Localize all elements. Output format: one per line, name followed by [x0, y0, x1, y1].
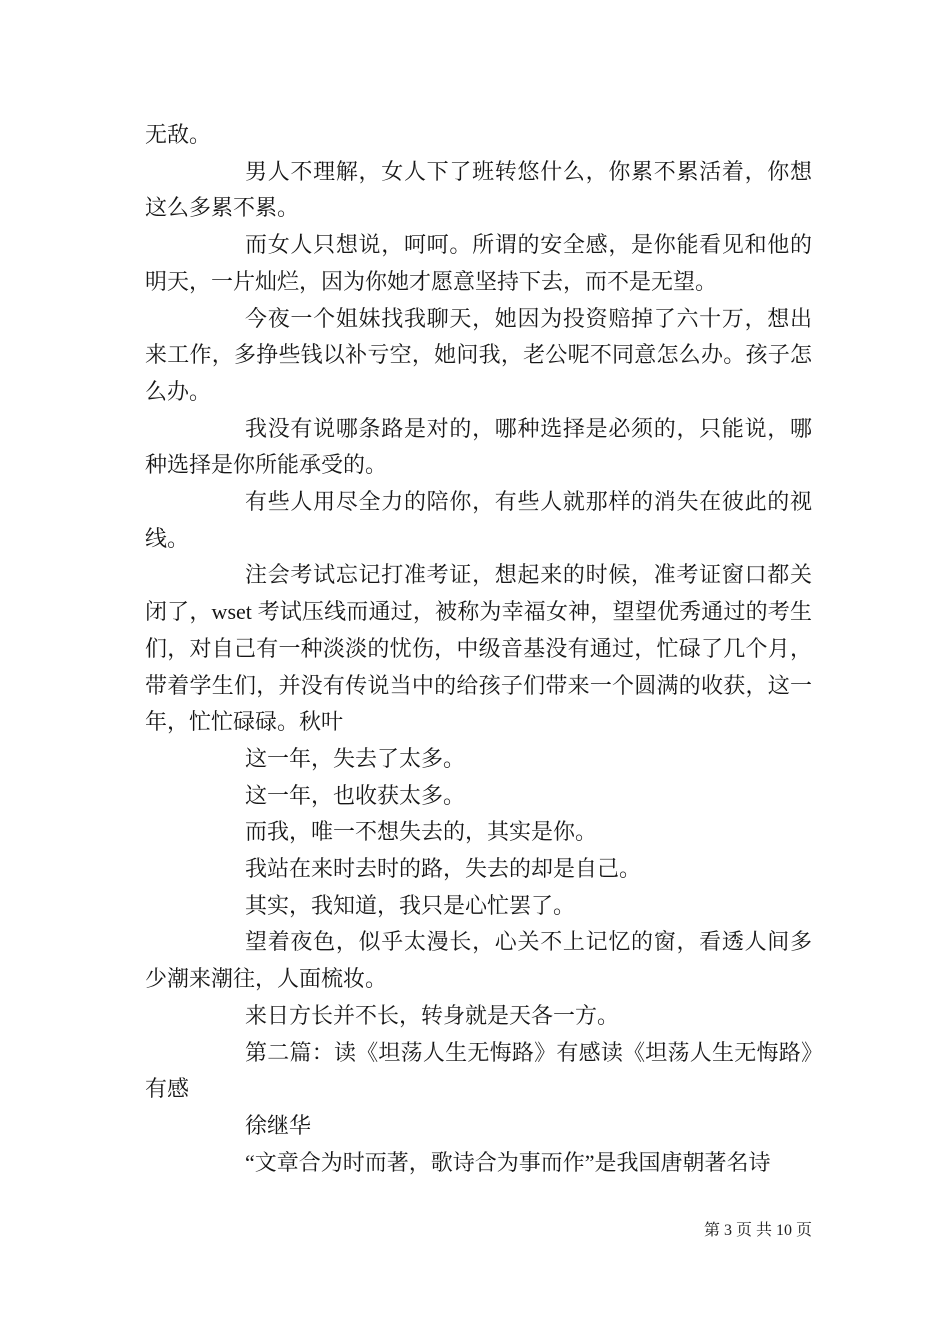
page-number-label: 第 3 页 共 10 页 [703, 1222, 812, 1239]
paragraph: 其实，我知道，我只是心忙罢了。 [245, 892, 576, 918]
paragraph: 徐继华 [245, 1112, 312, 1138]
paragraph: 这一年，失去了太多。 [245, 745, 466, 771]
paragraph: 望着夜色，似乎太漫长，心关不上记忆的窗，看透人间多少潮来潮往，人面梳妆。 [145, 929, 812, 992]
paragraph: 我没有说哪条路是对的，哪种选择是必须的，只能说，哪种选择是你所能承受的。 [145, 415, 812, 478]
paragraph: 今夜一个姐妹找我聊天，她因为投资赔掉了六十万，想出来工作，多挣些钱以补亏空，她问我，老公呢不同意怎么办。孩子怎么办。 [145, 305, 812, 404]
paragraph: 男人不理解，女人下了班转悠什么，你累不累活着，你想这么多累不累。 [145, 158, 812, 221]
paragraph: “文章合为时而著，歌诗合为事而作”是我国唐朝著名诗 [245, 1149, 771, 1175]
paragraph: 来日方长并不长，转身就是天各一方。 [245, 1002, 620, 1028]
paragraph: 第二篇：读《坦荡人生无悔路》有感读《坦荡人生无悔路》有感 [145, 1039, 812, 1102]
paragraph: 我站在来时去时的路，失去的却是自己。 [245, 856, 642, 882]
paragraph: 注会考试忘记打准考证，想起来的时候，准考证窗口都关闭了，wset 考试压线而通过，被称为幸福女神，望望优秀通过的考生们，对自己有一种淡淡的忧伤，中级音基没有通过，忙碌了几个月，带着学生们，并没有传说当中的给孩子们带来一个圆满的收获，这一年，忙忙碌碌。秋叶 [145, 562, 812, 735]
paragraph: 有些人用尽全力的陪你，有些人就那样的消失在彼此的视线。 [145, 489, 812, 551]
page-footer [688, 1198, 812, 1264]
paragraph: 无敌。 [145, 122, 212, 147]
paragraph: 而我，唯一不想失去的，其实是你。 [245, 819, 598, 845]
paragraph: 这一年，也收获太多。 [245, 782, 466, 808]
paragraph: 而女人只想说，呵呵。所谓的安全感，是你能看见和他的明天，一片灿烂，因为你她才愿意坚持下去，而不是无望。 [145, 232, 812, 294]
